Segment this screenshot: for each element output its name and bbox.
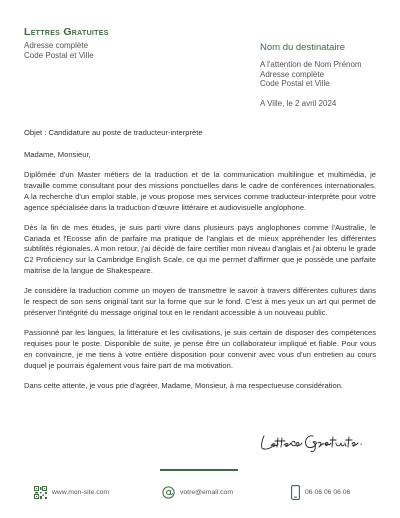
body-paragraph-1: Diplômée d'un Master métiers de la traduction et de la communication multilingue et multimédia, je travaille comme consultant pour des missions ponctuelles dans le cadre de conférences internationales. A la recherche d'un emploi stable, je vous propose mes services comme traducteur-interprète pour votre agence spécialisée dans la traduction d'œuvre littéraire et audiovisuelle anglophone. xyxy=(24,170,376,212)
at-sign-icon xyxy=(162,486,175,499)
footer-phone[interactable] xyxy=(291,480,350,504)
letter-object: Objet : Candidature au poste de traducteur-interprète xyxy=(24,128,203,137)
handwritten-signature xyxy=(258,428,368,454)
letter-closing: Dans cette attente, je vous prie d'agréer, Madame, Monsieur, à ma respectueuse considération. xyxy=(24,380,344,390)
footer-website[interactable] xyxy=(34,480,109,504)
footer-divider xyxy=(160,469,238,471)
letter-body xyxy=(24,170,376,391)
recipient-address: Adresse complète xyxy=(260,69,325,79)
sender-address: Adresse complète xyxy=(24,41,89,50)
recipient-attention: A l'attention de Nom Prénom xyxy=(260,60,362,69)
smartphone-icon xyxy=(291,485,300,500)
sender-name: Lettres Gratuites xyxy=(24,26,109,38)
sender-postal: Code Postal et Ville xyxy=(24,50,94,60)
footer-email[interactable] xyxy=(162,480,233,504)
footer-email-text: votre@email.com xyxy=(180,488,233,496)
recipient-postal: Code Postal et Ville xyxy=(260,79,330,89)
qr-code-icon xyxy=(34,486,47,499)
footer xyxy=(0,480,400,504)
recipient-name: Nom du destinataire xyxy=(260,42,346,53)
body-paragraph-3: Je considère la traduction comme un moyen de transmettre le savoir à travers différentes cultures dans le respect de son sens original tant sur la forme que sur le fond. C'est à mes yeux un art qui permet de préserver l'intégrité du message original tout en le rendant accessible à un nouveau public. xyxy=(24,286,376,317)
letter-date: A Ville, le 2 avril 2024 xyxy=(260,98,337,108)
body-paragraph-4: Passionné par les langues, la littérature et les civilisations, je suis certain de disposer des compétences requises pour le poste. Disponible de suite, je pense être un collaborateur impliqué et fiable. Pour vous en convaincre, je me tiens à votre entière disposition pour convenir avec vous d'un entretien au cours duquel je pourrais également vous faire part de ma motivation. xyxy=(24,327,376,370)
footer-website-text: www.mon-site.com xyxy=(52,488,110,496)
body-paragraph-2: Dès la fin de mes études, je suis parti vivre dans plusieurs pays anglophones comme l'Australie, le Canada et l'Ecosse afin de parfaire ma pratique de l'anglais et de mieux appréhender les différentes subtilités régionales. A mon retour, j'ai décidé de faire certifier mon niveau d'anglais et j'ai obtenu le grade C2 Proficiency sur la Cambridge English Scale, ce qui me permet d'affirmer que je possède une parfaite maitrise de la langue de Shakespeare. xyxy=(24,222,376,276)
footer-phone-text: 06 06 06 06 06 xyxy=(305,488,351,496)
recipient-block xyxy=(260,42,390,108)
letter-salutation: Madame, Monsieur, xyxy=(24,150,91,159)
sender-block xyxy=(24,26,204,60)
